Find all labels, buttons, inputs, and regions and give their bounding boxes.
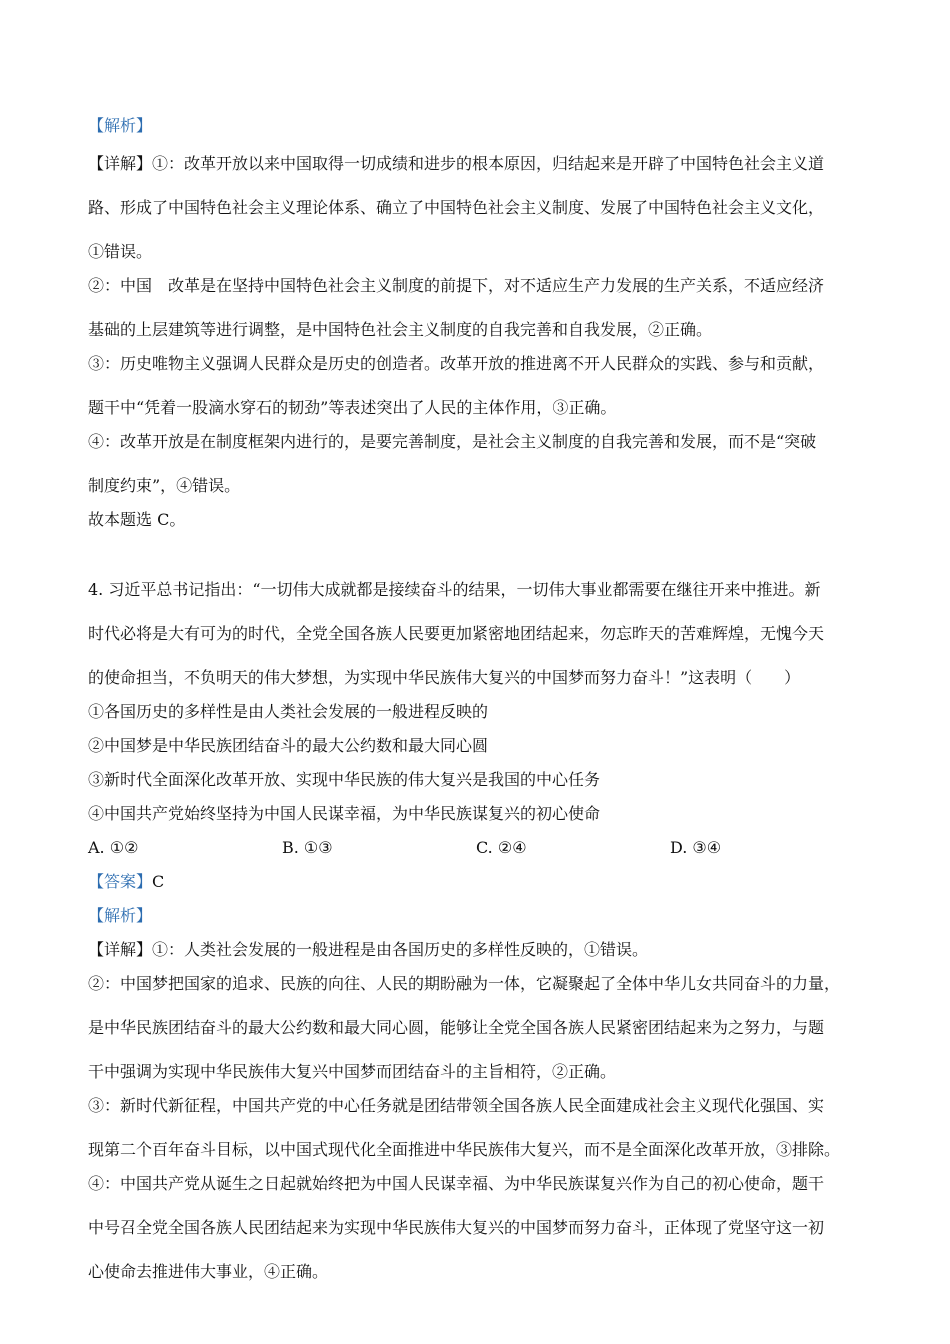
option-c: C. ②④ bbox=[476, 838, 527, 857]
detail-line: ①错误。 bbox=[88, 242, 153, 261]
answer-value: C bbox=[152, 872, 165, 891]
question-stem: 时代必将是大有可为的时代，全党全国各族人民要更加紧密地团结起来，勿忘昨天的苦难辉煌，无愧今天 bbox=[88, 624, 825, 643]
document-page bbox=[88, 116, 864, 1282]
detail-line: ③：新时代新征程，中国共产党的中心任务就是团结带领全国各族人民全面建成社会主义现代化强国、实 bbox=[88, 1096, 825, 1115]
analysis-tag: 【解析】 bbox=[88, 116, 153, 135]
option-a: A. ①② bbox=[88, 838, 139, 857]
statement-4: ④中国共产党始终坚持为中国人民谋幸福，为中华民族谋复兴的初心使命 bbox=[88, 804, 601, 823]
option-d: D. ③④ bbox=[670, 838, 722, 857]
detail-line: ②：中国梦把国家的追求、民族的向往、人民的期盼融为一体，它凝聚起了全体中华儿女共同奋斗的力量， bbox=[88, 974, 841, 993]
detail-line: ②：中国 改革是在坚持中国特色社会主义制度的前提下，对不适应生产力发展的生产关系，不适应经济 bbox=[88, 276, 825, 295]
answer-tag: 【答案】 bbox=[88, 872, 153, 891]
detail-line: 【详解】①：改革开放以来中国取得一切成绩和进步的根本原因，归结起来是开辟了中国特色社会主义道 bbox=[88, 154, 825, 173]
detail-line: ④：中国共产党从诞生之日起就始终把为中国人民谋幸福、为中华民族谋复兴作为自己的初心使命，题干 bbox=[88, 1174, 825, 1193]
detail-line: ③：历史唯物主义强调人民群众是历史的创造者。改革开放的推进离不开人民群众的实践、参与和贡献， bbox=[88, 354, 825, 373]
detail-line: 干中强调为实现中华民族伟大复兴中国梦而团结奋斗的主旨相符，②正确。 bbox=[88, 1062, 617, 1081]
detail-line: 题干中“凭着一股滴水穿石的韧劲”等表述突出了人民的主体作用，③正确。 bbox=[88, 398, 617, 417]
detail-line: 中号召全党全国各族人民团结起来为实现中华民族伟大复兴的中国梦而努力奋斗，正体现了党坚守这一初 bbox=[88, 1218, 825, 1237]
statement-3: ③新时代全面深化改革开放、实现中华民族的伟大复兴是我国的中心任务 bbox=[88, 770, 601, 789]
detail-line: 【详解】①：人类社会发展的一般进程是由各国历史的多样性反映的，①错误。 bbox=[88, 940, 649, 959]
conclusion-line: 故本题选 C。 bbox=[88, 510, 186, 529]
detail-line: ④：改革开放是在制度框架内进行的，是要完善制度，是社会主义制度的自我完善和发展，而不是“突破 bbox=[88, 432, 817, 451]
detail-line: 制度约束”，④错误。 bbox=[88, 476, 241, 495]
statement-2: ②中国梦是中华民族团结奋斗的最大公约数和最大同心圆 bbox=[88, 736, 489, 755]
question-stem: 4. 习近平总书记指出：“一切伟大成就都是接续奋斗的结果，一切伟大事业都需要在继往开来中推进。新 bbox=[88, 580, 821, 599]
option-b: B. ①③ bbox=[282, 838, 333, 857]
statement-1: ①各国历史的多样性是由人类社会发展的一般进程反映的 bbox=[88, 702, 489, 721]
answer-line bbox=[88, 872, 864, 892]
detail-line: 是中华民族团结奋斗的最大公约数和最大同心圆，能够让全党全国各族人民紧密团结起来为之努力，与题 bbox=[88, 1018, 825, 1037]
detail-line: 心使命去推进伟大事业，④正确。 bbox=[88, 1262, 329, 1281]
detail-line: 现第二个百年奋斗目标，以中国式现代化全面推进中华民族伟大复兴，而不是全面深化改革开放，③排除。 bbox=[88, 1140, 841, 1159]
analysis-tag: 【解析】 bbox=[88, 906, 153, 925]
detail-line: 路、形成了中国特色社会主义理论体系、确立了中国特色社会主义制度、发展了中国特色社会主义文化， bbox=[88, 198, 825, 217]
question-stem: 的使命担当，不负明天的伟大梦想，为实现中华民族伟大复兴的中国梦而努力奋斗！”这表明（ ） bbox=[88, 668, 801, 687]
detail-line: 基础的上层建筑等进行调整，是中国特色社会主义制度的自我完善和自我发展，②正确。 bbox=[88, 320, 713, 339]
answer-options bbox=[88, 838, 864, 858]
